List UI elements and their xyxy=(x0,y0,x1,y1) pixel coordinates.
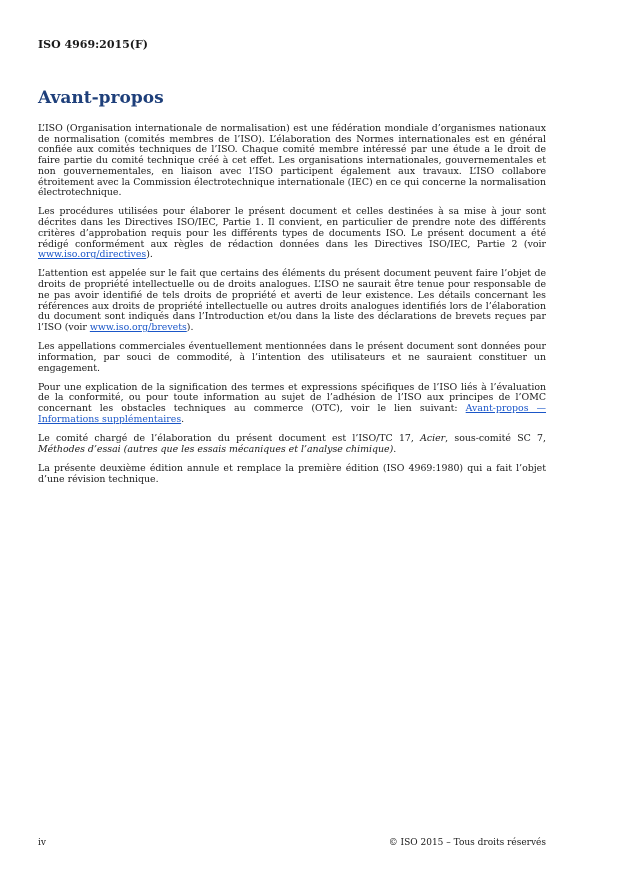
copyright-notice: © ISO 2015 – Tous droits réservés xyxy=(388,838,546,848)
supplementary-info-link[interactable]: Avant-propos — Informations supplémentaires xyxy=(38,403,547,425)
paragraph-5-text: Pour une explication de la signification des termes et expressions spécifiques de l’ISO liés à l’évaluation de la conformité, ou pour toute information au sujet de l’adhésion de l’ISO aux principes de l’OMC concernant les obstacles techniques au commerce (OTC), voir le lien suivant: xyxy=(38,381,546,415)
paragraph-3 xyxy=(38,269,546,333)
paragraph-5 xyxy=(38,383,546,426)
page-title: Avant-propos xyxy=(38,88,164,108)
committee-name: Acier xyxy=(420,433,446,445)
paragraph-3-text: L’attention est appelée sur le fait que certains des éléments du présent document peuvent faire l’objet de droits de propriété intellectuelle ou de droits analogues. L’ISO ne saurait être tenue pour responsable de ne pas avoir identifié de tels droits de propriété et averti de leur existence. Les détails concernant les références aux droits de propriété intellectuelle ou autres droits analogues identifiés lors de l’élaboration du document sont indiqués dans l’Introduction et/ou dans la liste des déclarations de brevets reçues par l’ISO (voir xyxy=(38,268,546,333)
paragraph-6-text: Le comité chargé de l’élaboration du présent document est l’ISO/TC 17, xyxy=(38,433,421,445)
paragraph-3-end: ). xyxy=(186,321,194,333)
paragraph-2 xyxy=(38,207,546,261)
paragraph-5-end: . xyxy=(181,413,185,425)
paragraph-7: La présente deuxième édition annule et remplace la première édition (ISO 4969:1980) qui a fait l’objet d’une révision technique. xyxy=(38,462,546,485)
paragraph-6-end: . xyxy=(393,443,397,455)
paragraph-6-mid: , sous-comité SC 7, xyxy=(445,433,546,445)
paragraph-2-text: Les procédures utilisées pour élaborer le présent document et celles destinées à sa mise à jour sont décrites dans les Directives ISO/IEC, Partie 1. Il convient, en particulier de prendre note des différents critères d’approbation requis pour les différents types de documents ISO. Le présent document a été rédigé conformément aux règles de rédaction données dans les Directives ISO/IEC, Partie 2 (voir xyxy=(38,206,546,250)
paragraph-2-end: ). xyxy=(146,249,153,261)
paragraph-6 xyxy=(38,434,546,455)
subcommittee-name: Méthodes d’essai (autres que les essais mécaniques et l’analyse chimique) xyxy=(38,443,394,455)
patents-link[interactable]: www.iso.org/brevets xyxy=(89,321,187,333)
document-id: ISO 4969:2015(F) xyxy=(38,38,149,51)
page-number: iv xyxy=(38,838,46,848)
directives-link[interactable]: www.iso.org/directives xyxy=(38,249,147,261)
paragraph-4: Les appellations commerciales éventuellement mentionnées dans le présent document sont données pour information, par souci de commodité, à l’intention des utilisateurs et ne sauraient constituer un engagement. xyxy=(38,341,546,374)
foreword-body xyxy=(38,124,546,494)
paragraph-1: L’ISO (Organisation internationale de normalisation) est une fédération mondiale d’organismes nationaux de normalisation (comités membres de l’ISO). L’élaboration des Normes internationales est en général confiée aux comités techniques de l’ISO. Chaque comité membre intéressé par une étude a le droit de faire partie du comité technique créé à cet effet. Les organisations internationales, gouvernementales et non gouvernementales, en liaison avec l’ISO participent également aux travaux. L’ISO collabore étroitement avec la Commission électrotechnique internationale (IEC) en ce qui concerne la normalisation électrotechnique. xyxy=(38,123,546,199)
